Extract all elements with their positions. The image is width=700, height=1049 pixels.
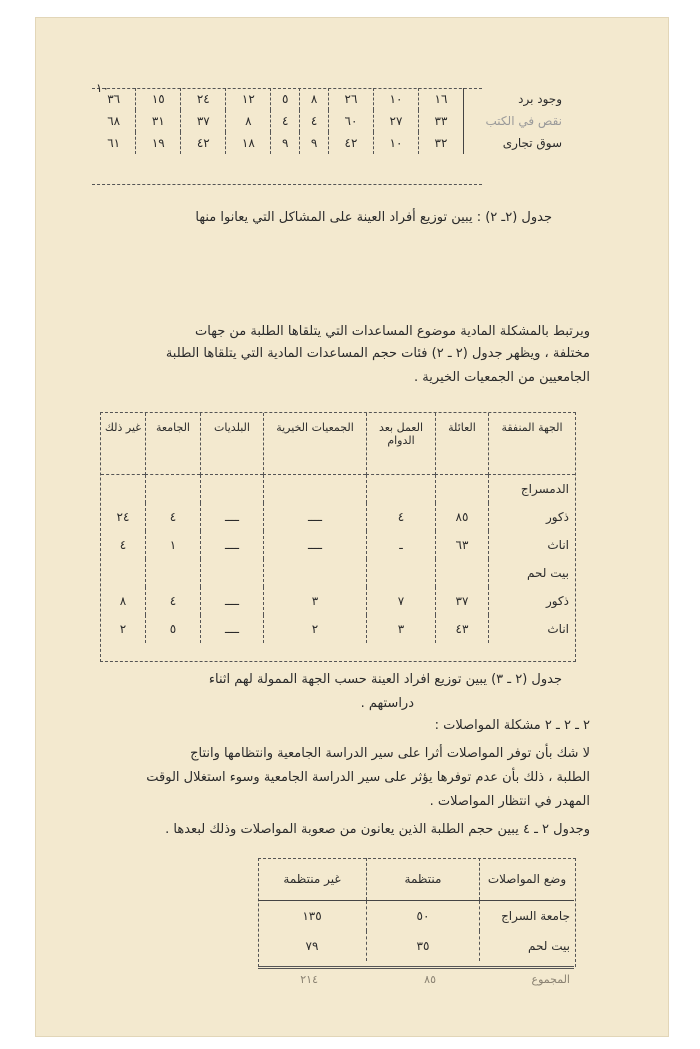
total-label: المجموع bbox=[531, 973, 570, 986]
section-heading: ٢ ـ ٢ ـ ٢ مشكلة المواصلات : bbox=[434, 718, 590, 733]
row-label: ذكور bbox=[489, 503, 576, 531]
table-row bbox=[92, 88, 564, 110]
table2-caption-continued: دراستهم . bbox=[360, 696, 414, 711]
row-label: اناث bbox=[489, 531, 576, 559]
cell: ٦٨ bbox=[107, 114, 121, 128]
row-label: نقص في الكتب bbox=[464, 110, 565, 132]
cell: ١٦ bbox=[418, 88, 463, 110]
cell: ٣٥ bbox=[367, 931, 480, 961]
paragraph-line: المهدر في انتظار المواصلات . bbox=[429, 794, 590, 809]
cell: ٤ bbox=[367, 503, 436, 531]
paragraph-line: وجدول ٢ ـ ٤ يبين حجم الطلبة الذين يعانون من صعوبة المواصلات وذلك لبعدها . bbox=[165, 822, 590, 837]
group-row bbox=[101, 475, 575, 504]
paragraph-line: ويرتبط بالمشكلة المادية موضوع المساعدات التي يتلقاها الطلبة من جهات bbox=[195, 324, 590, 339]
cell: ١٩ bbox=[136, 132, 181, 154]
cell: ٣ bbox=[264, 587, 367, 615]
paragraph-line: الجامعيين من الجمعيات الخيرية . bbox=[414, 370, 590, 385]
table3 bbox=[258, 858, 574, 961]
cell: ٩ bbox=[300, 132, 329, 154]
cell: ٢ bbox=[264, 615, 367, 643]
cell: ـ bbox=[367, 531, 436, 559]
cell: ٥ bbox=[146, 615, 201, 643]
cell: ٢٦ bbox=[328, 88, 373, 110]
cell: ١ bbox=[146, 531, 201, 559]
row-label: سوق تجارى bbox=[464, 132, 565, 154]
row-label: وجود برد bbox=[464, 88, 565, 110]
table-header-row bbox=[101, 413, 575, 475]
cell: ٨٥ bbox=[436, 503, 489, 531]
cell: ٣٧ bbox=[181, 110, 226, 132]
total-cell: ٢١٤ bbox=[300, 973, 318, 986]
cell: ٣٢ bbox=[418, 132, 463, 154]
cell: ٢٤ bbox=[116, 510, 130, 524]
cell: ٨ bbox=[226, 110, 271, 132]
cell: ٢٤ bbox=[181, 88, 226, 110]
cell: ــــ bbox=[201, 615, 264, 643]
cell: ــــ bbox=[201, 503, 264, 531]
table-row bbox=[101, 587, 575, 615]
column-header: وضع المواصلات bbox=[480, 858, 575, 901]
row-label: بيت لحم bbox=[480, 931, 575, 961]
column-header: غير منتظمة bbox=[258, 858, 367, 901]
column-header: العائلة bbox=[436, 413, 489, 475]
group-label: بيت لحم bbox=[489, 559, 576, 587]
cell: ٤ bbox=[119, 538, 127, 552]
cell: ٣٣ bbox=[418, 110, 463, 132]
cell: ــــ bbox=[264, 531, 367, 559]
cell: ٧ bbox=[367, 587, 436, 615]
cell: ٢ bbox=[119, 622, 127, 636]
row-label: جامعة السراج bbox=[480, 901, 575, 932]
table1-corner-number: ١٠ bbox=[96, 81, 109, 95]
table-row bbox=[101, 503, 575, 531]
table2-caption: جدول (٢ ـ ٣) يبين توزيع افراد العينة حسب الجهة الممولة لهم اثناء bbox=[208, 672, 562, 687]
cell: ١٠ bbox=[373, 88, 418, 110]
paragraph-line: الطلبة ، ذلك بأن عدم توفرها يؤثر على سير الدراسة الجامعية وسوء استغلال الوقت bbox=[146, 770, 590, 785]
cell: ــــ bbox=[201, 531, 264, 559]
cell: ٣٦ bbox=[107, 92, 121, 106]
cell: ٣ bbox=[367, 615, 436, 643]
group-row bbox=[101, 559, 575, 587]
cell: ٤ bbox=[146, 587, 201, 615]
column-header: الجهة المنفقة bbox=[489, 413, 576, 475]
cell: ٢٧ bbox=[373, 110, 418, 132]
column-header: منتظمة bbox=[367, 858, 480, 901]
cell: ٥ bbox=[271, 88, 300, 110]
cell: ٤ bbox=[271, 110, 300, 132]
table-row bbox=[101, 615, 575, 643]
column-header: الجامعة bbox=[146, 413, 201, 475]
column-header: البلديات bbox=[201, 413, 264, 475]
cell: ١٨ bbox=[226, 132, 271, 154]
cell: ١٣٥ bbox=[302, 909, 322, 923]
cell: ٤٢ bbox=[181, 132, 226, 154]
paragraph-line: لا شك بأن توفر المواصلات أثرا على سير الدراسة الجامعية وانتظامها وانتاج bbox=[190, 746, 590, 761]
cell: ٥٠ bbox=[367, 901, 480, 932]
group-label: الدمسراج bbox=[489, 475, 576, 504]
cell: ــــ bbox=[201, 587, 264, 615]
column-header: غير ذلك bbox=[101, 413, 146, 475]
cell: ٤٣ bbox=[436, 615, 489, 643]
table-row bbox=[258, 901, 574, 932]
column-header: الجمعيات الخيرية bbox=[264, 413, 367, 475]
table-row bbox=[92, 110, 564, 132]
table-row bbox=[101, 531, 575, 559]
cell: ٨ bbox=[119, 594, 127, 608]
table3-total-row bbox=[258, 966, 574, 991]
table1 bbox=[92, 88, 564, 154]
cell: ٤ bbox=[146, 503, 201, 531]
table-row bbox=[258, 931, 574, 961]
cell: ٧٩ bbox=[305, 939, 319, 953]
table2 bbox=[100, 412, 576, 662]
cell: ــــ bbox=[264, 503, 367, 531]
total-cell: ٨٥ bbox=[424, 973, 436, 986]
table1-caption: جدول (٢ـ ٢) : يبين توزيع أفراد العينة على المشاكل التي يعانوا منها bbox=[195, 210, 552, 225]
table-row bbox=[92, 132, 564, 154]
cell: ٦٣ bbox=[436, 531, 489, 559]
paragraph-line: مختلفة ، ويظهر جدول (٢ ـ ٢) فئات حجم المساعدات المادية التي يتلقاها الطلبة bbox=[165, 346, 590, 361]
cell: ١٠ bbox=[373, 132, 418, 154]
cell: ٣١ bbox=[136, 110, 181, 132]
column-header: العمل بعد الدوام bbox=[367, 413, 436, 475]
cell: ٦٠ bbox=[328, 110, 373, 132]
cell: ١٥ bbox=[136, 88, 181, 110]
cell: ٩ bbox=[271, 132, 300, 154]
cell: ٨ bbox=[300, 88, 329, 110]
cell: ٦١ bbox=[107, 136, 121, 150]
cell: ١٢ bbox=[226, 88, 271, 110]
cell: ٤ bbox=[300, 110, 329, 132]
table1-bottom-rule bbox=[92, 184, 482, 185]
table-header-row bbox=[258, 858, 574, 901]
row-label: اناث bbox=[489, 615, 576, 643]
cell: ٤٢ bbox=[328, 132, 373, 154]
cell: ٣٧ bbox=[436, 587, 489, 615]
row-label: ذكور bbox=[489, 587, 576, 615]
